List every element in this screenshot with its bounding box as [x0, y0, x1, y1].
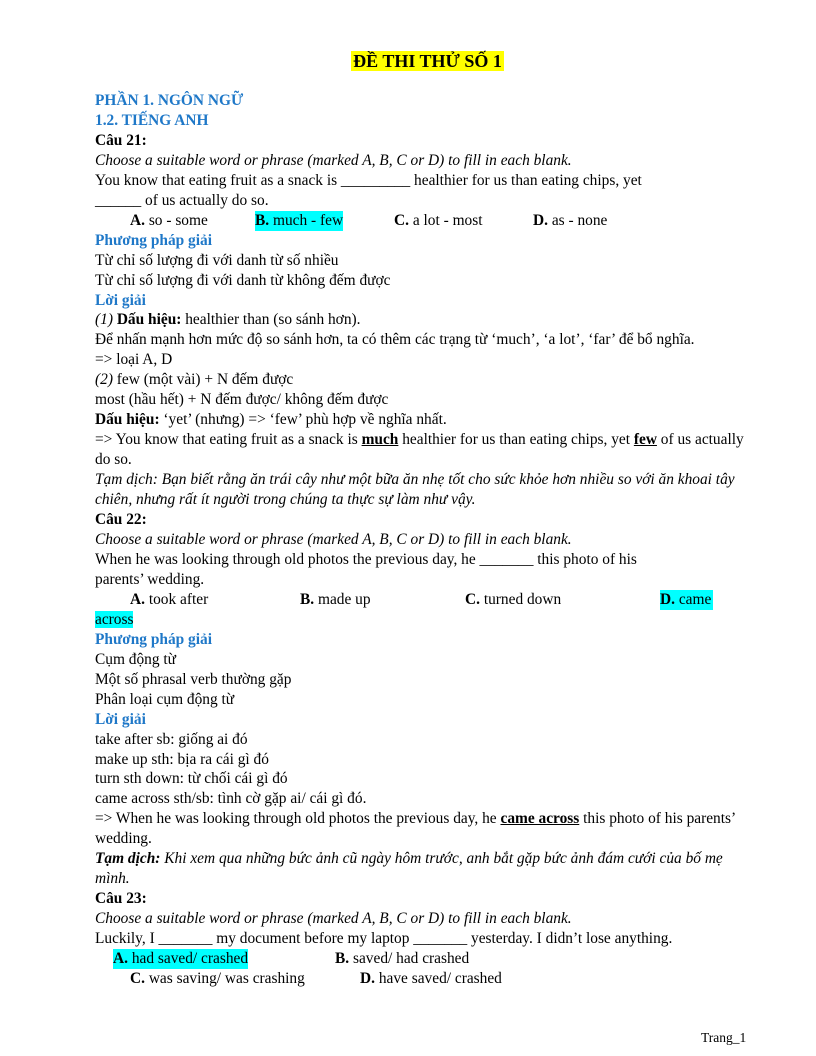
q21-solution-line: (2) few (một vài) + N đếm được	[95, 371, 294, 389]
q22-stem-line1: When he was looking through old photos the previous day, he _______ this photo of his	[95, 550, 637, 568]
q22-method-line: Một số phrasal verb thường gặp	[95, 670, 292, 688]
q21-option-b-correct[interactable]: B. much - few	[255, 211, 344, 229]
q21-method-line: Từ chỉ số lượng đi với danh từ không đếm được	[95, 271, 391, 289]
q21-stem-line2: ______ of us actually do so.	[95, 191, 269, 209]
q21-options	[95, 211, 760, 231]
q22-option-a[interactable]: A. took after	[130, 590, 209, 608]
q21-solution-line: => loại A, D	[95, 351, 173, 369]
q21-answer-sentence: => You know that eating fruit as a snack is much healthier for us than eating chips, yet few of us actually do so.	[95, 431, 744, 469]
q22-stem-line2: parents’ wedding.	[95, 570, 205, 588]
q21-option-c[interactable]: C. a lot - most	[394, 211, 483, 229]
q22-method-heading: Phương pháp giải	[95, 630, 212, 648]
q22-option-c[interactable]: C. turned down	[465, 590, 562, 608]
q22-solution-line: make up sth: bịa ra cái gì đó	[95, 750, 269, 768]
q22-label: Câu 22:	[95, 511, 147, 529]
q21-solution-line: (1) Dấu hiệu: healthier than (so sánh hơn).	[95, 311, 361, 329]
q23-options-row2	[95, 969, 760, 989]
q22-options	[95, 590, 760, 610]
q21-solution-line: most (hầu hết) + N đếm được/ không đếm được	[95, 391, 389, 409]
q21-stem-line1: You know that eating fruit as a snack is _________ healthier for us than eating chips, yet	[95, 171, 642, 189]
q21-option-d[interactable]: D. as - none	[533, 211, 608, 229]
q22-solution-line: take after sb: giống ai đó	[95, 730, 248, 748]
q21-translation: Tạm dịch: Bạn biết rằng ăn trái cây như một bữa ăn nhẹ tốt cho sức khỏe hơn nhiều so với ăn khoai tây chiên, nhưng rất ít người trong chúng ta thực sự làm như vậy.	[95, 471, 735, 509]
q23-instruction: Choose a suitable word or phrase (marked A, B, C or D) to fill in each blank.	[95, 910, 572, 928]
q21-option-a[interactable]: A. so - some	[130, 211, 208, 229]
q22-translation: Tạm dịch: Khi xem qua những bức ảnh cũ ngày hôm trước, anh bắt gặp bức ảnh đám cưới của bố mẹ mình.	[95, 850, 723, 888]
q23-option-b[interactable]: B. saved/ had crashed	[335, 950, 470, 968]
q22-solution-line: turn sth down: từ chối cái gì đó	[95, 770, 288, 788]
document-page	[95, 52, 760, 989]
q21-solution-heading: Lời giải	[95, 291, 146, 309]
q21-method-heading: Phương pháp giải	[95, 231, 212, 249]
q23-option-c[interactable]: C. was saving/ was crashing	[130, 970, 305, 988]
section-heading: PHẦN 1. NGÔN NGỮ	[95, 91, 244, 109]
q21-solution-line: Dấu hiệu: ‘yet’ (nhưng) => ‘few’ phù hợp về nghĩa nhất.	[95, 411, 447, 429]
q23-stem: Luckily, I _______ my document before my laptop _______ yesterday. I didn’t lose anything.	[95, 930, 673, 948]
q22-method-line: Cụm động từ	[95, 650, 177, 668]
subsection-heading: 1.2. TIẾNG ANH	[95, 111, 209, 129]
q22-solution-line: came across sth/sb: tình cờ gặp ai/ cái gì đó.	[95, 790, 367, 808]
q22-option-d-correct[interactable]: D. came	[660, 590, 712, 608]
q21-method-line: Từ chỉ số lượng đi với danh từ số nhiều	[95, 251, 339, 269]
q22-answer-sentence: => When he was looking through old photos the previous day, he came across this photo of his parents’ wedding.	[95, 810, 736, 848]
q22-option-b[interactable]: B. made up	[300, 590, 371, 608]
page-number: Trang_1	[701, 1030, 747, 1045]
q22-instruction: Choose a suitable word or phrase (marked A, B, C or D) to fill in each blank.	[95, 530, 572, 548]
q22-method-line: Phân loại cụm động từ	[95, 690, 235, 708]
q23-label: Câu 23:	[95, 890, 147, 908]
q21-solution-line: Để nhấn mạnh hơn mức độ so sánh hơn, ta có thêm các trạng từ ‘much’, ‘a lot’, ‘far’ để bổ nghĩa.	[95, 331, 695, 349]
q22-option-d-continued: across	[95, 610, 134, 628]
q21-instruction: Choose a suitable word or phrase (marked A, B, C or D) to fill in each blank.	[95, 151, 572, 169]
q23-option-d[interactable]: D. have saved/ crashed	[360, 970, 502, 988]
q21-label: Câu 21:	[95, 131, 147, 149]
q23-option-a-correct[interactable]: A. had saved/ crashed	[113, 950, 249, 968]
exam-title: ĐỀ THI THỬ SỐ 1	[353, 51, 502, 71]
q23-options-row1	[95, 949, 760, 969]
q22-solution-heading: Lời giải	[95, 710, 146, 728]
